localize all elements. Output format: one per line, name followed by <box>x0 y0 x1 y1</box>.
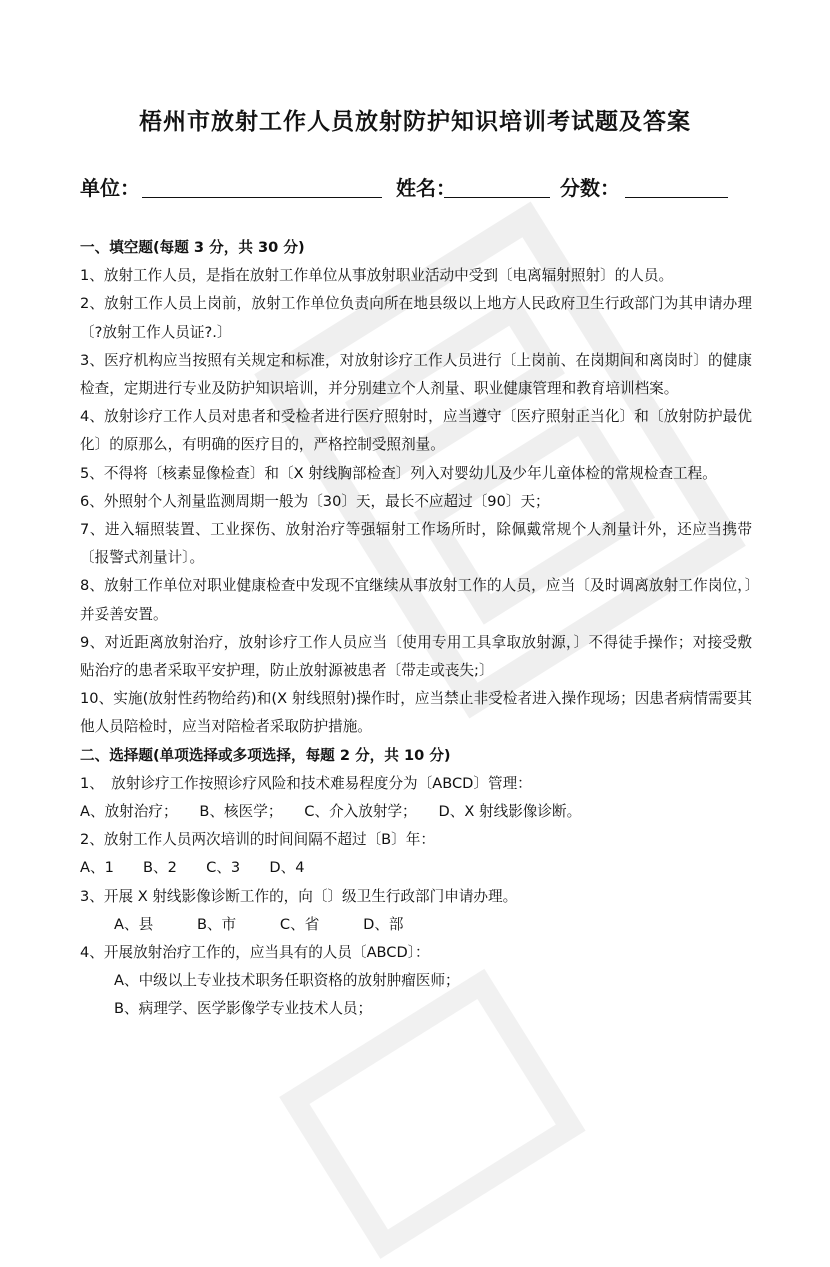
question-item: 4、放射诊疗工作人员对患者和受检者进行医疗照射时，应当遵守〔医疗照射正当化〕和〔放射防护最优化〕的原那么，有明确的医疗目的，严格控制受照剂量。 <box>80 408 752 454</box>
section-heading-fill-blank: 一、填空题(每题 3 分，共 30 分) <box>80 239 305 256</box>
choice-options: A、放射治疗； B、核医学； C、介入放射学； D、X 射线影像诊断。 <box>80 803 582 821</box>
question-item: 1、放射工作人员，是指在放射工作单位从事放射职业活动中受到〔电离辐射照射〕的人员。 <box>80 267 674 285</box>
unit-blank[interactable] <box>142 197 382 198</box>
question-item: 7、进入辐照装置、工业探伤、放射治疗等强辐射工作场所时，除佩戴常规个人剂量计外，还应当携带〔报警式剂量计〕。 <box>80 521 752 567</box>
document-title: 梧州市放射工作人员放射防护知识培训考试题及答案 <box>139 108 691 135</box>
choice-option: B、病理学、医学影像学专业技术人员； <box>114 1000 373 1018</box>
choice-option: A、中级以上专业技术职务任职资格的放射肿瘤医师； <box>114 972 460 990</box>
score-blank[interactable] <box>625 197 728 198</box>
choice-options: A、1 B、2 C、3 D、4 <box>80 859 305 877</box>
unit-label: 单位： <box>80 176 140 200</box>
question-item: 9、对近距离放射治疗，放射诊疗工作人员应当〔使用专用工具拿取放射源，〕不得徒手操作；对接受敷贴治疗的患者采取平安护理，防止放射源被患者〔带走或丧失;〕 <box>80 633 752 680</box>
choice-options: A、县 B、市 C、省 D、部 <box>114 915 404 933</box>
info-line <box>80 172 760 202</box>
exam-content <box>80 234 752 1024</box>
choice-question: 1、 放射诊疗工作按照诊疗风险和技术难易程度分为〔ABCD〕管理： <box>80 774 532 792</box>
section-heading-choice: 二、选择题(单项选择或多项选择，每题 2 分，共 10 分) <box>80 746 451 764</box>
choice-question: 3、开展 X 射线影像诊断工作的，向〔〕级卫生行政部门申请办理。 <box>80 887 518 905</box>
score-label: 分数： <box>560 176 620 200</box>
question-item: 3、医疗机构应当按照有关规定和标准，对放射诊疗工作人员进行〔上岗前、在岗期间和离岗时〕的健康检查，定期进行专业及防护知识培训，并分别建立个人剂量、职业健康管理和教育培训档案。 <box>80 351 752 398</box>
question-item: 2、放射工作人员上岗前，放射工作单位负责向所在地县级以上地方人民政府卫生行政部门为其申请办理〔?放射工作人员证?.〕 <box>80 295 752 341</box>
choice-question: 2、放射工作人员两次培训的时间间隔不超过〔B〕年： <box>80 831 435 849</box>
name-label: 姓名： <box>396 176 456 200</box>
question-item: 5、不得将〔核素显像检查〕和〔X 射线胸部检查〕列入对婴幼儿及少年儿童体检的常规检查工程。 <box>80 464 717 482</box>
question-item: 6、外照射个人剂量监测周期一般为〔30〕天，最长不应超过〔90〕天； <box>80 492 550 510</box>
choice-question: 4、开展放射治疗工作的，应当具有的人员〔ABCD〕： <box>80 944 430 962</box>
question-item: 10、实施(放射性药物给药)和(X 射线照射)操作时，应当禁止非受检者进入操作现场；因患者病情需要其他人员陪检时，应当对陪检者采取防护措施。 <box>80 690 752 736</box>
name-blank[interactable] <box>444 197 550 198</box>
question-item: 8、放射工作单位对职业健康检查中发现不宜继续从事放射工作的人员，应当〔及时调离放射工作岗位，〕并妥善安置。 <box>80 577 752 623</box>
